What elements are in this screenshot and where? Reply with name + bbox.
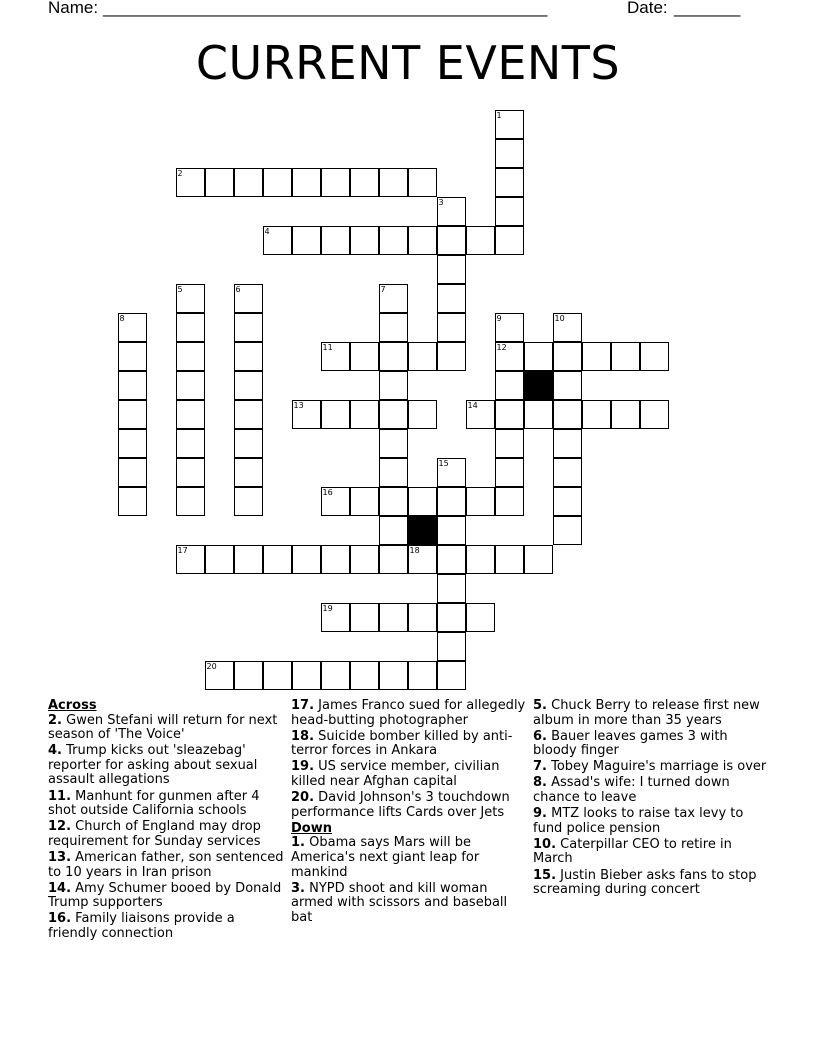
grid-cell[interactable] [437,661,466,690]
grid-cell[interactable] [408,400,437,429]
clue-number: 9 [496,313,502,323]
grid-cell[interactable] [495,139,524,168]
grid-cell[interactable] [495,226,524,255]
clue-number: 13 [293,400,304,410]
grid-cell[interactable] [176,168,205,197]
grid-cell[interactable] [176,400,205,429]
grid-cell[interactable] [118,429,147,458]
clue-text: Caterpillar CEO to retire in March [533,836,732,867]
grid-cell[interactable] [437,487,466,516]
grid-cell[interactable] [350,342,379,371]
clue-text: MTZ looks to raise tax levy to fund police pension [533,806,744,836]
clue-item [291,882,531,926]
clue-item [48,714,288,743]
grid-cell[interactable] [582,342,611,371]
grid-cell[interactable] [437,632,466,661]
grid-cell[interactable] [466,226,495,255]
grid-cell[interactable] [379,545,408,574]
grid-cell[interactable] [321,545,350,574]
clue-number: 1 [496,110,502,120]
clue-text: Church of England may drop requirement for Sunday services [48,819,261,849]
clue-item [48,851,288,880]
grid-cell[interactable] [495,545,524,574]
clue-text: Assad's wife: I turned down chance to leave [533,775,730,806]
across-clue-list-continued [291,699,531,820]
grid-cell[interactable] [495,400,524,429]
clue-number: 14 [467,400,478,410]
grid-cell[interactable] [234,400,263,429]
clue-text: Amy Schumer booed by Donald Trump supporters [48,880,282,911]
grid-cell[interactable] [611,342,640,371]
clue-item [533,699,773,728]
clue-number: 14. [48,880,72,896]
grid-cell[interactable] [176,429,205,458]
grid-cell[interactable] [350,487,379,516]
grid-cell[interactable] [437,255,466,284]
grid-cell[interactable] [524,545,553,574]
clue-item [533,807,773,836]
clue-item [533,760,773,775]
grid-cell[interactable] [379,313,408,342]
grid-cell[interactable] [495,313,524,342]
clue-item [291,791,531,820]
grid-cell[interactable] [176,371,205,400]
grid-cell[interactable] [234,313,263,342]
grid-cell[interactable] [292,545,321,574]
grid-cell[interactable] [437,603,466,632]
clue-number: 2 [177,168,183,178]
clue-number: 5. [533,698,547,713]
grid-cell[interactable] [379,168,408,197]
clue-text: Family liaisons provide a friendly connection [48,911,235,941]
clue-number: 11. [48,788,72,804]
grid-cell[interactable] [118,371,147,400]
clue-item [48,912,288,941]
grid-cell[interactable] [350,545,379,574]
grid-cell[interactable] [350,400,379,429]
grid-cell[interactable] [263,545,292,574]
name-label: Name: [48,0,99,17]
down-clue-list [291,836,531,925]
grid-cell[interactable] [379,284,408,313]
clue-text: James Franco sued for allegedly head-butting photographer [291,698,526,728]
clue-number: 9. [533,806,547,822]
grid-cell[interactable] [437,226,466,255]
grid-cell[interactable] [408,168,437,197]
grid-cell[interactable] [234,429,263,458]
grid-cell[interactable] [611,400,640,429]
grid-cell[interactable] [466,545,495,574]
grid-cell[interactable] [263,226,292,255]
clue-text: Obama says Mars will be America's next giant leap for mankind [291,835,480,880]
grid-block-cell [524,371,553,400]
grid-cell[interactable] [582,400,611,429]
grid-cell[interactable] [553,487,582,516]
down-clue-list-continued [533,699,773,898]
grid-cell[interactable] [495,168,524,197]
clue-item [533,869,773,898]
grid-cell[interactable] [495,487,524,516]
grid-cell[interactable] [553,371,582,400]
grid-cell[interactable] [350,168,379,197]
grid-cell[interactable] [553,516,582,545]
grid-cell[interactable] [524,400,553,429]
clue-number: 12 [496,342,507,352]
grid-cell[interactable] [495,371,524,400]
grid-cell[interactable] [234,458,263,487]
grid-cell[interactable] [205,661,234,690]
clue-number: 2. [48,712,62,728]
grid-cell[interactable] [176,284,205,313]
grid-cell[interactable] [292,400,321,429]
clue-number: 10. [533,836,557,852]
clue-number: 3 [438,197,444,207]
grid-cell[interactable] [321,661,350,690]
clue-number: 4. [48,743,62,759]
clue-number: 8. [533,775,547,791]
grid-cell[interactable] [553,429,582,458]
grid-cell[interactable] [350,603,379,632]
grid-cell[interactable] [437,574,466,603]
grid-cell[interactable] [292,661,321,690]
across-clue-list [48,714,288,942]
grid-cell[interactable] [379,342,408,371]
clue-text: Chuck Berry to release first new album in more than 35 years [533,698,760,728]
grid-cell[interactable] [118,458,147,487]
grid-cell[interactable] [292,226,321,255]
name-field-line[interactable]: _______________________________________________ [103,0,548,17]
grid-cell[interactable] [176,545,205,574]
grid-cell[interactable] [234,284,263,313]
clue-text: Gwen Stefani will return for next season of 'The Voice' [48,712,278,743]
page-title: CURRENT EVENTS [195,36,621,90]
grid-cell[interactable] [379,458,408,487]
grid-cell[interactable] [379,487,408,516]
grid-cell[interactable] [118,313,147,342]
grid-cell[interactable] [350,661,379,690]
grid-cell[interactable] [176,487,205,516]
grid-cell[interactable] [176,458,205,487]
grid-block-cell [408,516,437,545]
clue-text: Bauer leaves games 3 with bloody finger [533,728,728,759]
clue-number: 4 [264,226,270,236]
grid-cell[interactable] [118,400,147,429]
clue-text: Suicide bomber killed by anti-terror forces in Ankara [291,728,513,759]
grid-cell[interactable] [408,545,437,574]
clue-number: 16 [322,487,333,497]
clue-number: 6. [533,728,547,744]
grid-cell[interactable] [437,342,466,371]
grid-cell[interactable] [234,487,263,516]
grid-cell[interactable] [408,342,437,371]
clue-item [48,790,288,819]
grid-cell[interactable] [466,487,495,516]
clue-number: 11 [322,342,333,352]
grid-cell[interactable] [553,458,582,487]
grid-cell[interactable] [321,226,350,255]
clue-number: 18. [291,728,315,744]
grid-cell[interactable] [321,603,350,632]
clue-item [291,836,531,880]
clues-column-3 [533,699,773,899]
grid-cell[interactable] [640,400,669,429]
clue-number: 15 [438,458,449,468]
clue-number: 3. [291,880,305,896]
grid-cell[interactable] [379,226,408,255]
clue-number: 12. [48,819,72,835]
clue-number: 6 [235,284,241,294]
grid-cell[interactable] [379,371,408,400]
across-heading: Across [48,698,97,713]
clue-number: 17. [291,698,315,713]
clue-number: 20. [291,790,315,806]
date-label: Date: [627,0,668,17]
grid-cell[interactable] [437,458,466,487]
grid-cell[interactable] [379,603,408,632]
grid-cell[interactable] [437,313,466,342]
grid-cell[interactable] [234,342,263,371]
grid-cell[interactable] [176,313,205,342]
grid-cell[interactable] [263,661,292,690]
grid-cell[interactable] [437,197,466,226]
date-field-line[interactable]: _______ [674,0,741,17]
clue-text: Manhunt for gunmen after 4 shot outside California schools [48,788,260,819]
grid-cell[interactable] [437,516,466,545]
clue-item [533,776,773,805]
clue-number: 18 [409,545,420,555]
grid-cell[interactable] [350,226,379,255]
clue-text: Tobey Maguire's marriage is over [546,759,767,775]
clue-number: 7 [380,284,386,294]
clue-item [533,838,773,867]
grid-cell[interactable] [553,313,582,342]
clue-text: David Johnson's 3 touchdown performance lifts Cards over Jets [291,790,510,820]
grid-cell[interactable] [118,487,147,516]
clue-text: American father, son sentenced to 10 years in Iran prison [48,849,284,880]
clue-number: 16. [48,911,72,927]
clue-number: 17 [177,545,188,555]
grid-cell[interactable] [292,168,321,197]
clue-text: US service member, civilian killed near Afghan capital [291,759,500,789]
clue-number: 8 [119,313,125,323]
grid-cell[interactable] [234,661,263,690]
grid-cell[interactable] [234,545,263,574]
clue-number: 19. [291,759,315,775]
grid-cell[interactable] [321,400,350,429]
clue-number: 10 [554,313,565,323]
grid-cell[interactable] [118,342,147,371]
clue-number: 20 [206,661,217,671]
clue-number: 5 [177,284,183,294]
grid-cell[interactable] [408,603,437,632]
grid-cell[interactable] [263,168,292,197]
clues-column-1 [48,699,288,943]
grid-cell[interactable] [321,487,350,516]
grid-cell[interactable] [379,429,408,458]
clue-number: 15. [533,867,557,883]
grid-cell[interactable] [495,110,524,139]
grid-cell[interactable] [437,284,466,313]
grid-cell[interactable] [495,458,524,487]
grid-cell[interactable] [466,400,495,429]
grid-cell[interactable] [524,342,553,371]
grid-cell[interactable] [408,487,437,516]
down-heading: Down [291,820,332,836]
clue-number: 13. [48,849,72,865]
clue-text: Justin Bieber asks fans to stop screaming during concert [533,867,757,898]
grid-cell[interactable] [321,168,350,197]
grid-cell[interactable] [495,197,524,226]
clues-column-2 [291,699,531,927]
clue-number: 19 [322,603,333,613]
grid-cell[interactable] [321,342,350,371]
grid-cell[interactable] [553,400,582,429]
clue-item [291,730,531,759]
clue-item [291,699,531,728]
grid-cell[interactable] [379,661,408,690]
grid-cell[interactable] [379,516,408,545]
grid-cell[interactable] [408,661,437,690]
clue-item [48,882,288,911]
grid-cell[interactable] [640,342,669,371]
grid-cell[interactable] [176,342,205,371]
grid-cell[interactable] [495,342,524,371]
clue-text: Trump kicks out 'sleazebag' reporter for asking about sexual assault allegations [48,743,258,788]
grid-cell[interactable] [408,226,437,255]
grid-cell[interactable] [379,400,408,429]
clue-item [48,820,288,849]
grid-cell[interactable] [553,342,582,371]
grid-cell[interactable] [234,371,263,400]
clue-item [533,730,773,759]
grid-cell[interactable] [205,168,234,197]
clue-text: NYPD shoot and kill woman armed with scissors and baseball bat [291,880,508,925]
clue-item [291,760,531,789]
grid-cell[interactable] [234,168,263,197]
clue-number: 7. [533,759,547,775]
grid-cell[interactable] [466,603,495,632]
grid-cell[interactable] [205,545,234,574]
grid-cell[interactable] [495,429,524,458]
clue-number: 1. [291,835,305,851]
grid-cell[interactable] [437,545,466,574]
clue-item [48,744,288,788]
